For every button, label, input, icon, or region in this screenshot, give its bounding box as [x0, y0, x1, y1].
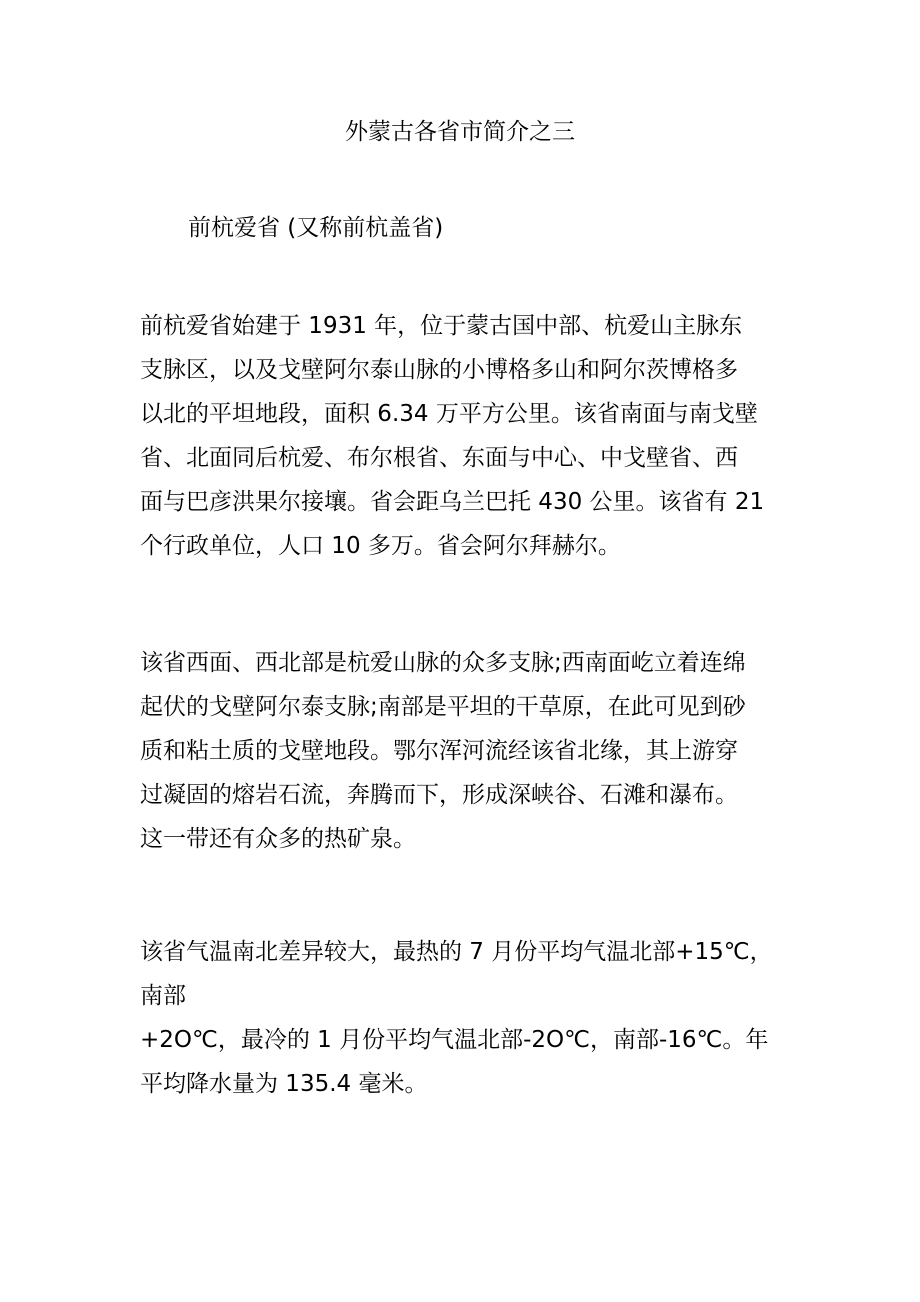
paragraph-line: 平均降水量为 135.4 毫米。 — [140, 1071, 428, 1097]
document-title: 外蒙古各省市简介之三 — [345, 119, 575, 145]
paragraph-climate — [140, 930, 810, 1106]
paragraph-line: +2O℃，最冷的 1 月份平均气温北部-2O℃，南部-16℃。年 — [140, 1027, 769, 1053]
paragraph-line: 过凝固的熔岩石流，奔腾而下，形成深峡谷、石滩和瀑布。 — [140, 782, 738, 808]
section-heading: 前杭爱省 (又称前杭盖省) — [188, 215, 444, 241]
paragraph-line: 起伏的戈壁阿尔泰支脉;南部是平坦的干草原，在此可见到砂 — [140, 694, 746, 720]
paragraph-line: 以北的平坦地段，面积 6.34 万平方公里。该省南面与南戈壁 — [140, 401, 758, 427]
paragraph-line: 该省气温南北差异较大，最热的 7 月份平均气温北部+15℃， — [140, 939, 773, 965]
paragraph-line: 省、北面同后杭爱、布尔根省、东面与中心、中戈壁省、西 — [140, 445, 738, 471]
paragraph-line: 质和粘土质的戈壁地段。鄂尔浑河流经该省北缘，其上游穿 — [140, 738, 738, 764]
paragraph-line: 面与巴彦洪果尔接壤。省会距乌兰巴托 430 公里。该省有 21 — [140, 489, 765, 515]
paragraph-line: 前杭爱省始建于 1931 年，位于蒙古国中部、杭爱山主脉东 — [140, 313, 743, 339]
paragraph-line: 南部 — [140, 983, 186, 1009]
paragraph-line: 该省西面、西北部是杭爱山脉的众多支脉;西南面屹立着连绵 — [140, 650, 746, 676]
paragraph-line: 支脉区，以及戈壁阿尔泰山脉的小博格多山和阿尔茨博格多 — [140, 357, 738, 383]
paragraph-line: 个行政单位，人口 10 多万。省会阿尔拜赫尔。 — [140, 533, 621, 559]
paragraph-overview — [140, 304, 810, 568]
paragraph-geography — [140, 641, 810, 861]
paragraph-line: 这一带还有众多的热矿泉。 — [140, 826, 416, 852]
